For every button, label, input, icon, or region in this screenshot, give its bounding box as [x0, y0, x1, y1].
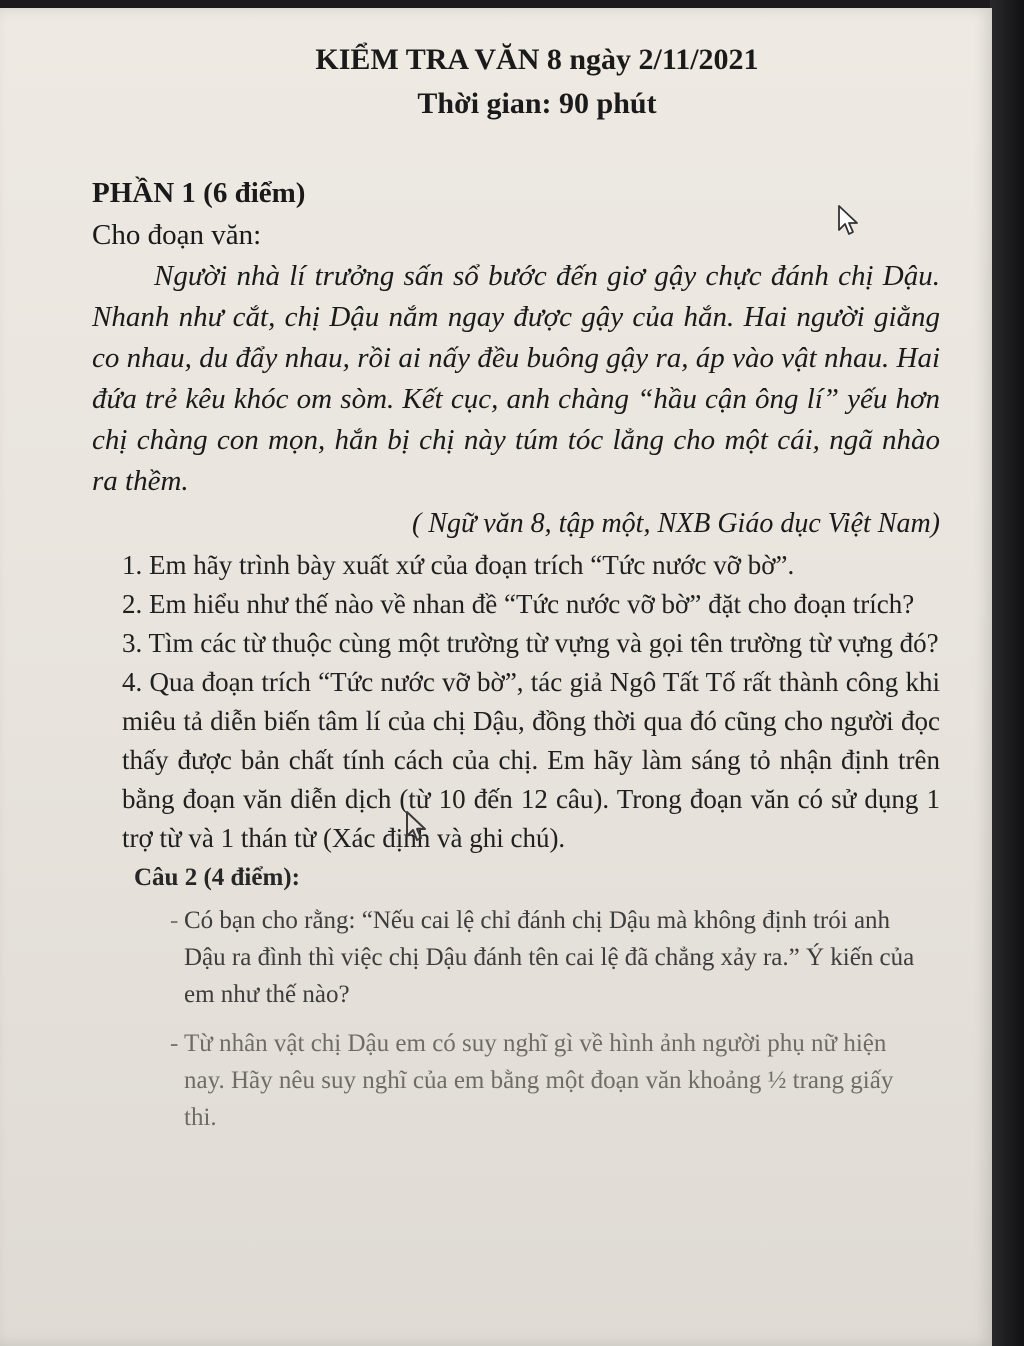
mouse-pointer-icon: [836, 204, 862, 238]
question-item: 4. Qua đoạn trích “Tức nước vỡ bờ”, tác giả Ngô Tất Tố rất thành công khi miêu tả diễn biến tâm lí của chị Dậu, đồng thời qua đó cũng cho người đọc thấy được bản chất tính cách của chị. Em hãy làm sáng tỏ nhận định trên bằng đoạn văn diễn dịch (từ 10 đến 12 câu). Trong đoạn văn có sử dụng 1 trợ từ và 1 thán từ (Xác định và ghi chú).: [122, 667, 940, 853]
part2-item: [170, 902, 924, 1013]
part2-heading: Câu 2 (4 điểm):: [134, 864, 300, 891]
part2-item-text: Từ nhân vật chị Dậu em có suy nghĩ gì về hình ảnh người phụ nữ hiện nay. Hãy nêu suy nghĩ của em bằng một đoạn văn khoảng ½ trang giấy thi.: [184, 1030, 894, 1131]
part1-heading: PHẦN 1 (6 điểm): [92, 177, 306, 209]
literary-passage: Người nhà lí trưởng sấn sổ bước đến giơ gậy chực đánh chị Dậu. Nhanh như cắt, chị Dậu nắm ngay được gậy của hắn. Hai người giằng co nhau, du đẩy nhau, rồi ai nấy đều buông gậy ra, áp vào vật nhau. Hai đứa trẻ kêu khóc om sòm. Kết cục, anh chàng “hầu cận ông lí” yếu hơn chị chàng con mọn, hắn bị chị này túm tóc lẳng cho một cái, ngã nhào ra thềm.: [92, 260, 940, 497]
exam-title: KIỂM TRA VĂN 8 ngày 2/11/2021: [315, 43, 759, 76]
monitor-bezel: [990, 0, 1024, 1346]
exam-duration: Thời gian: 90 phút: [417, 87, 657, 120]
question-item: 3. Tìm các từ thuộc cùng một trường từ vựng và gọi tên trường từ vựng đó?: [122, 628, 939, 658]
part1-question-list: [122, 546, 940, 858]
text-cursor-arrow-icon: [404, 810, 430, 844]
question-item: 2. Em hiểu như thế nào về nhan đề “Tức nước vỡ bờ” đặt cho đoạn trích?: [122, 589, 915, 619]
part2-item-list: [170, 902, 924, 1136]
part2-item: [170, 1025, 924, 1136]
question-item: 1. Em hãy trình bày xuất xứ của đoạn trích “Tức nước vỡ bờ”.: [122, 550, 795, 580]
passage-source: ( Ngữ văn 8, tập một, NXB Giáo dục Việt Nam): [411, 508, 940, 539]
exam-document: [92, 38, 942, 1148]
bullet-marker: -: [170, 1030, 179, 1057]
monitor-screen: [0, 8, 992, 1346]
part2-item-text: Có bạn cho rằng: “Nếu cai lệ chỉ đánh chị Dậu mà không định trói anh Dậu ra đình thì việc chị Dậu đánh tên cai lệ đã chẳng xảy ra.” Ý kiến của em như thế nào?: [184, 907, 915, 1008]
bullet-marker: -: [170, 907, 179, 934]
part1-intro: Cho đoạn văn:: [92, 219, 262, 251]
